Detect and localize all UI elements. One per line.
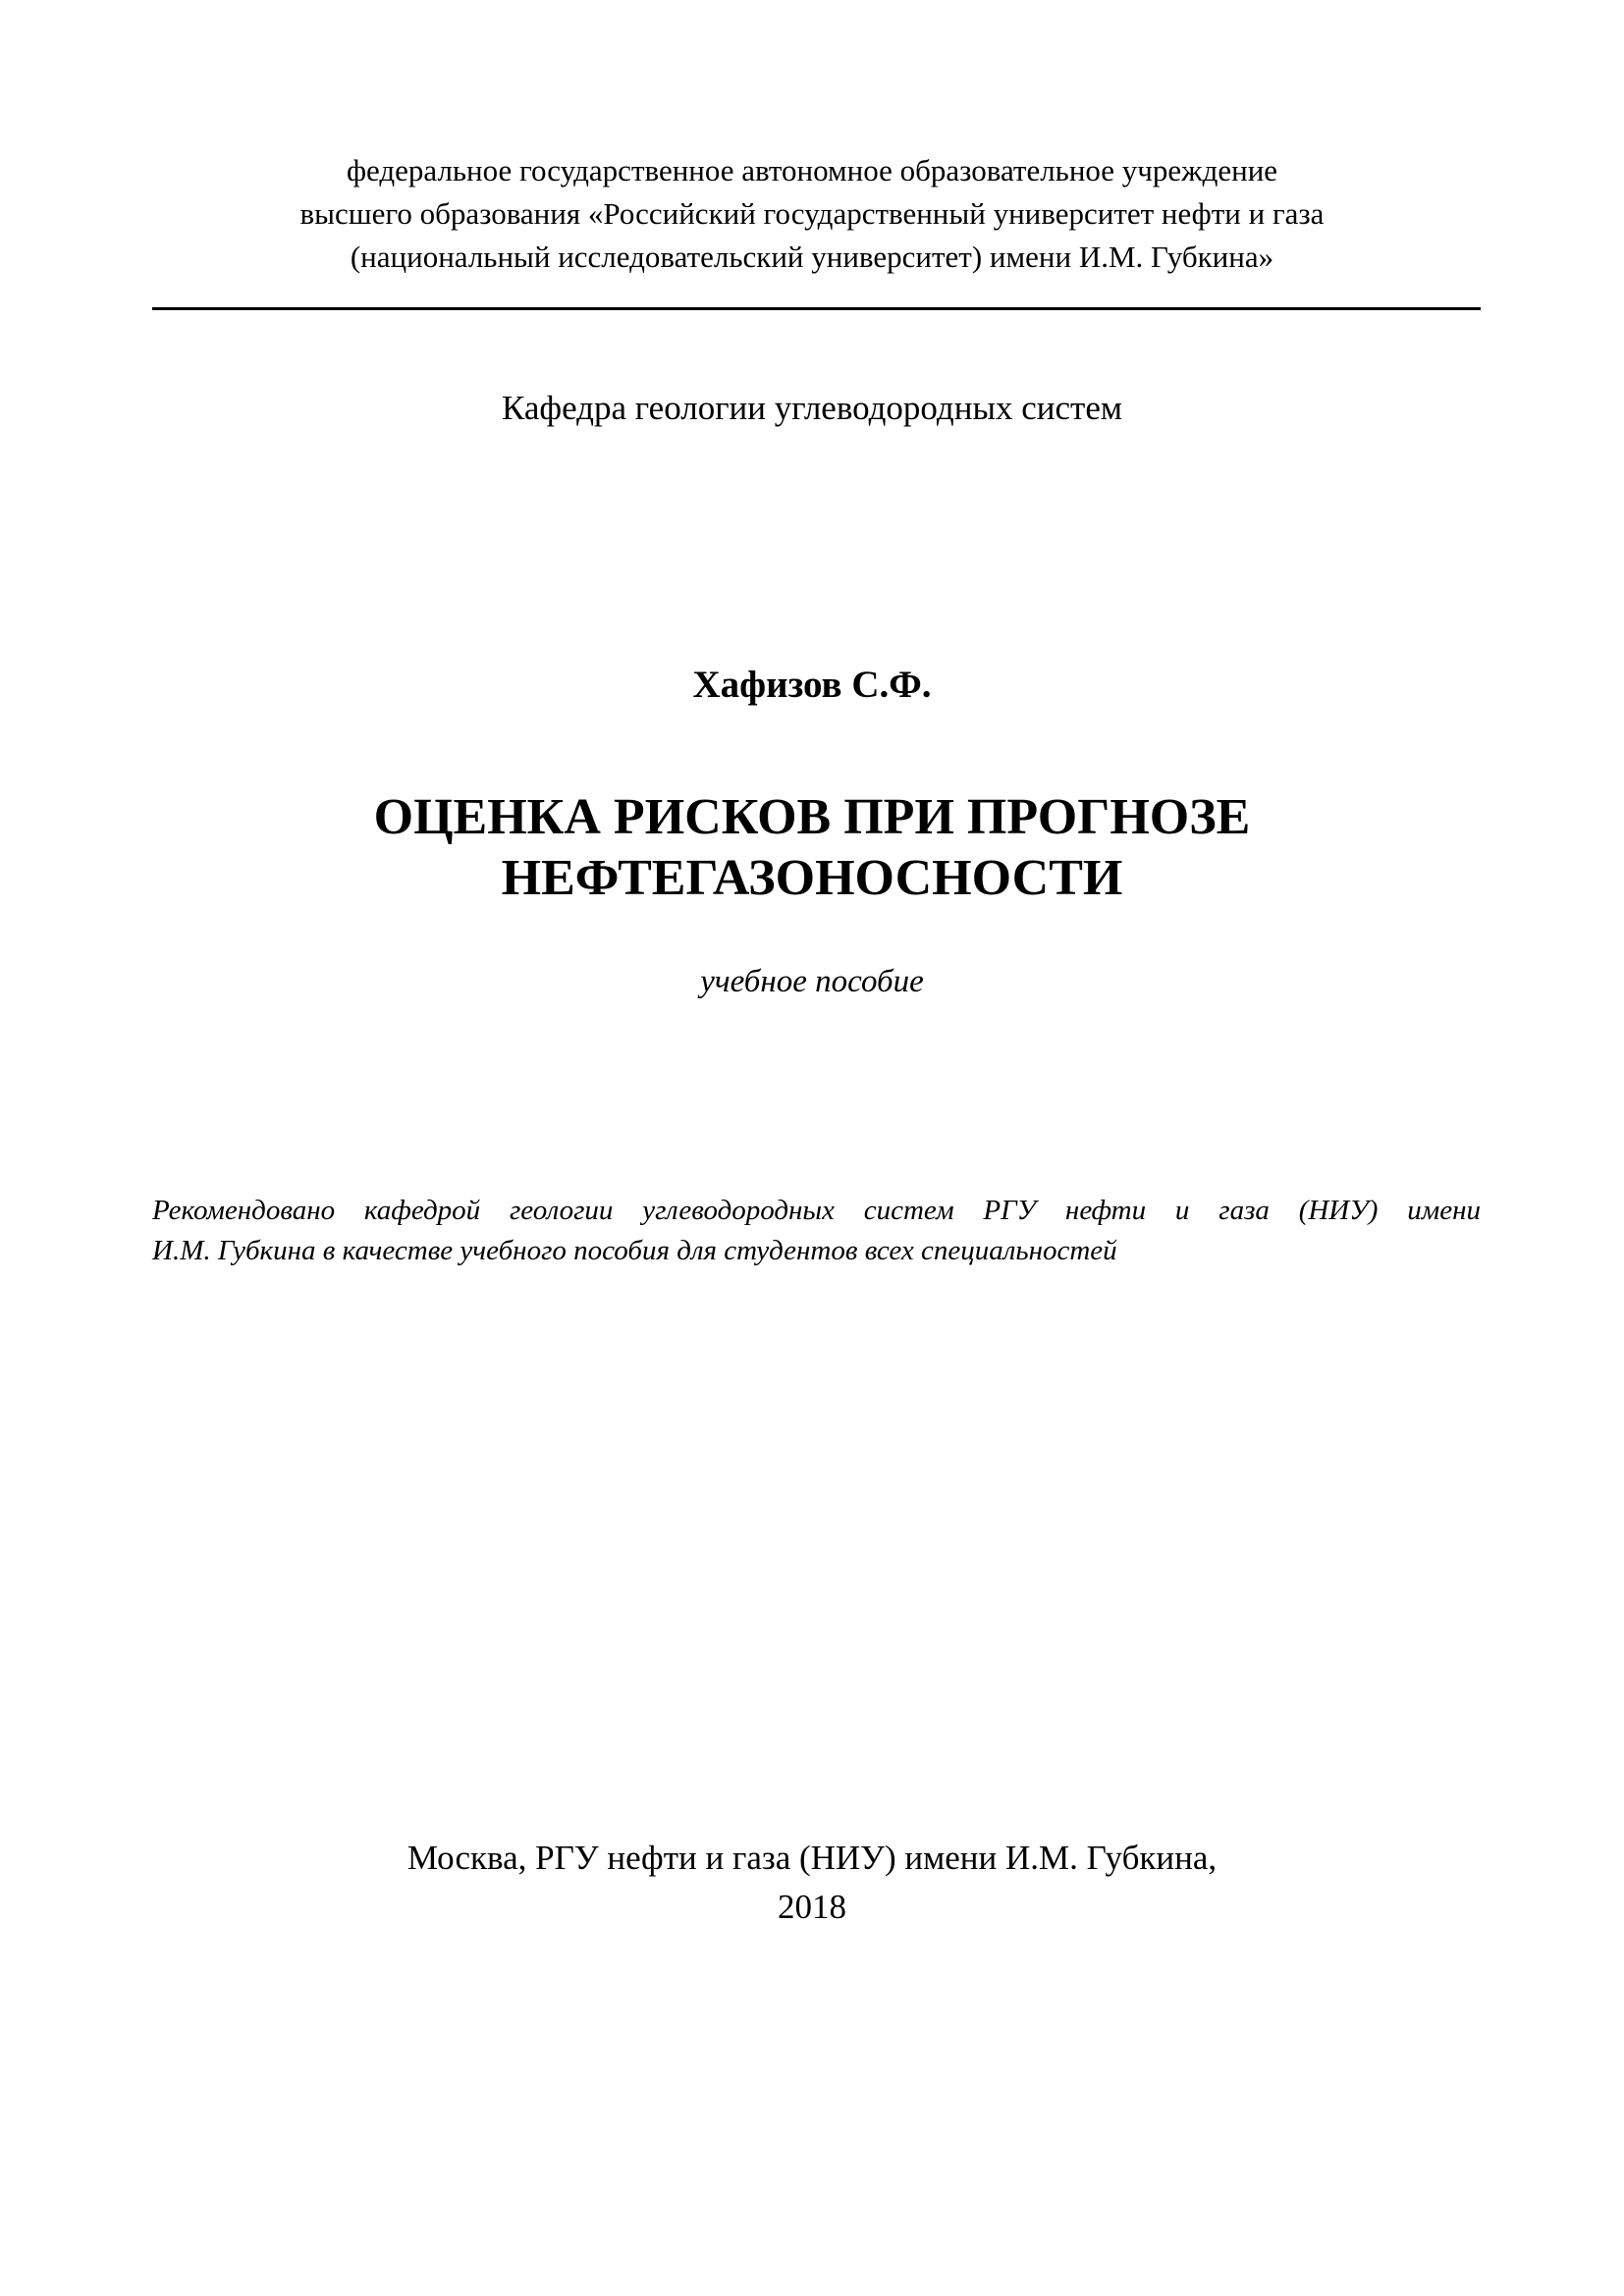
department-name: Кафедра геологии углеводородных систем <box>502 389 1122 427</box>
institution-header <box>0 149 1624 279</box>
institution-line-2: высшего образования «Российский государственный университет нефти и газа <box>299 196 1325 231</box>
book-subtitle: учебное пособие <box>700 964 924 999</box>
book-title <box>0 787 1624 909</box>
book-title-line-1: ОЦЕНКА РИСКОВ ПРИ ПРОГНОЗЕ <box>373 789 1251 845</box>
imprint-year: 2018 <box>778 1888 846 1926</box>
imprint <box>0 1834 1624 1932</box>
recommendation-note <box>152 1191 1481 1271</box>
institution-line-3: (национальный исследовательский университет) имени И.М. Губкина» <box>350 240 1274 274</box>
book-title-line-2: НЕФТЕГАЗОНОСНОСТИ <box>501 850 1123 906</box>
imprint-place-publisher: Москва, РГУ нефти и газа (НИУ) имени И.М. Губкина, <box>406 1839 1218 1877</box>
recommendation-line-1: Рекомендовано кафедрой геологии углеводородных систем РГУ нефти и газа (НИУ) имени <box>152 1195 1481 1226</box>
institution-line-1: федеральное государственное автономное образовательное учреждение <box>346 153 1278 187</box>
header-divider <box>152 307 1481 310</box>
recommendation-line-2: И.М. Губкина в качестве учебного пособия для студентов всех специальностей <box>152 1235 1117 1266</box>
author-name: Хафизов С.Ф. <box>692 664 932 706</box>
